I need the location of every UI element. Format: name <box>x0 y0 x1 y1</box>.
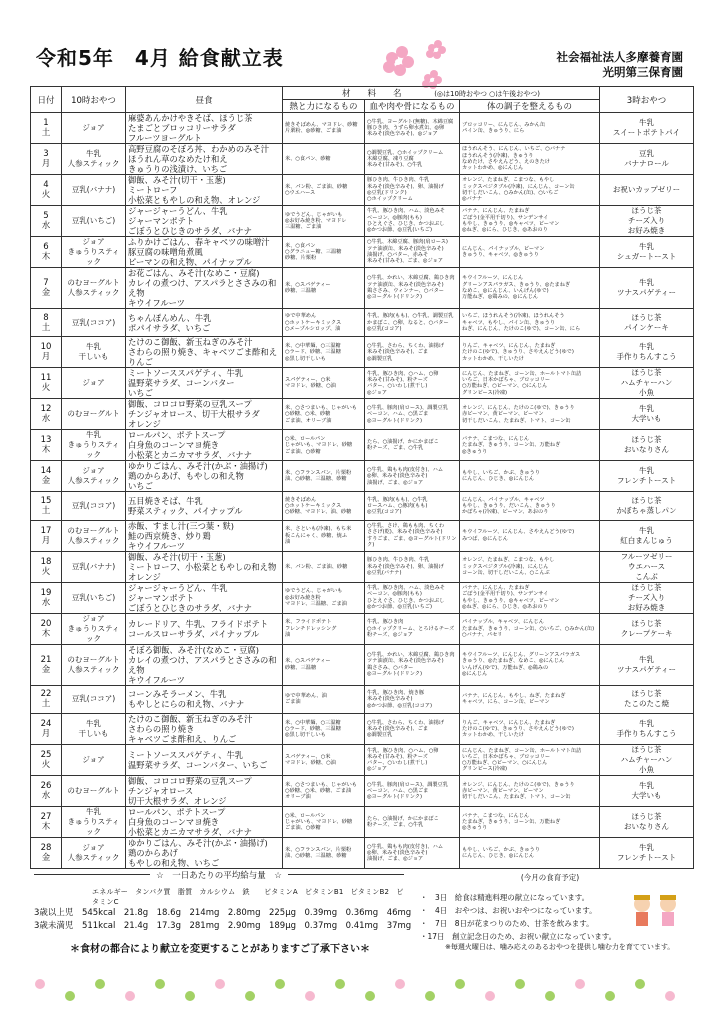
day-number: 3 <box>43 149 49 159</box>
nutrition-box <box>34 871 412 933</box>
menu-row <box>31 714 694 745</box>
menu-row <box>31 337 694 368</box>
decor-dot <box>185 991 195 1001</box>
day-number: 5 <box>43 211 49 221</box>
green-food-cell: オレンジ、にんじん、たけのこ(ゆで)、きゅうり 赤ピーマン、黄ピーマン、ピーマン 切干しだいこん、たまねぎ、トマト、コーン缶 <box>460 776 600 807</box>
menu-table <box>30 86 694 869</box>
pm-snack-cell: ほうじ茶 チーズ入り お好み焼き <box>600 206 694 237</box>
yellow-food-cell: 牛乳、豚ひき肉、○ハム、○卵 米みそ(甘みそ)、粉チーズ バター、○いわし(煮干し) ◎ジョア <box>365 745 460 776</box>
lunch-cell: ちゃんぽんめん、牛乳 ポパイサラダ、いちご <box>126 309 283 337</box>
day-number: 4 <box>43 180 49 190</box>
menu-row <box>31 613 694 644</box>
decor-dot <box>455 979 465 989</box>
day-number: 1 <box>43 118 49 128</box>
green-food-cell: オレンジ、たまねぎ、こまつな、もやし ミックスベジタブル(冷凍)、にんじん コーン缶、切干しだいこん、○こんぶ <box>460 551 600 582</box>
green-food-cell: にんじん、たまねぎ、コーン缶、ホールトマト缶詰 いちご、日本かぼちゃ、ブロッコリー ○万能ねぎ、○ピーマン、○にんじん グリンピース(冷凍) <box>460 745 600 776</box>
date-cell <box>31 237 62 268</box>
org-line-1: 社会福祉法人多摩養育園 <box>556 50 683 64</box>
day-number: 10 <box>40 342 52 353</box>
decor-dot <box>545 991 555 1001</box>
decor-dot <box>635 979 645 989</box>
pm-snack-cell: ほうじ茶 ハムチャーハン 小魚 <box>600 368 694 399</box>
day-number: 28 <box>40 843 52 854</box>
weekday: 木 <box>41 252 51 262</box>
day-number: 27 <box>40 812 52 823</box>
green-food-cell: いちご、ほうれんそう(冷凍)、ほうれんそう キャベツ、もやし、パイン缶、きゅうり ねぎ、にんじん、たけのこ(ゆで)、コーン缶、にら <box>460 309 600 337</box>
nutrition-title: ☆ 一日あたりの平均給与量 ☆ <box>34 874 404 887</box>
menu-row <box>31 368 694 399</box>
green-food-cell: バナナ、こまつな、にんじん たまねぎ、きゅうり、コーン缶、万能ねぎ ◎きゅうり <box>460 807 600 838</box>
pm-snack-cell: 豆乳 バナナロール <box>600 144 694 175</box>
date-cell <box>31 206 62 237</box>
red-food-cell: 米、さといも(冷凍)、もち米 板こんにゃく、砂糖、焼ふ 油 <box>283 520 365 551</box>
menu-row <box>31 461 694 492</box>
red-food-cell: ○米、ロールパン じゃがいも、マヨドレ、砂糖 ごま油、○砂糖 <box>283 807 365 838</box>
am-snack-cell: 牛乳 干しいも <box>62 714 126 745</box>
yellow-food-cell: ○牛乳、ヨーグルト(無糖)、木綿豆腐 豚ひき肉、うずら卵水煮缶、◎卵 米みそ(淡色辛みそ)、◎ジョア <box>365 113 460 144</box>
date-cell <box>31 644 62 685</box>
pm-snack-cell: 牛乳 シュガートースト <box>600 237 694 268</box>
pm-snack-cell: お祝いカップゼリー <box>600 175 694 206</box>
date-cell <box>31 807 62 838</box>
am-snack-cell: ジョア <box>62 113 126 144</box>
am-snack-cell: ジョア きゅうりスティック <box>62 237 126 268</box>
lunch-cell: 赤飯、すまし汁(三つ葉・麩) 鮭の西京焼き、炒り鶏 キウイフルーツ <box>126 520 283 551</box>
yellow-food-cell: ○牛乳、さけ、鶏もも肉、ちくわ ささげ(乾)、米みそ(淡色辛みそ) すりごま、ごま、◎ヨーグルト(ドリンク) <box>365 520 460 551</box>
pm-snack-cell: ほうじ茶 ハムチャーハン 小魚 <box>600 745 694 776</box>
events-header: (今月の食育予定) <box>520 873 580 882</box>
pm-snack-cell: ほうじ茶 おいなりさん <box>600 430 694 461</box>
weekday: 木 <box>41 822 51 833</box>
menu-row <box>31 776 694 807</box>
red-food-cell: ○米、ロールパン じゃがいも、マヨドレ、砂糖 ごま油、○砂糖 <box>283 430 365 461</box>
red-food-cell: 米、○フランスパン、片栗粉 油、○砂糖、三温糖、砂糖 <box>283 838 365 869</box>
org-line-2: 光明第三保育園 <box>602 65 683 79</box>
yellow-food-cell: ○牛乳、かれい、木綿豆腐、鶏ひき肉 ツナ油漬缶、米みそ(淡色辛みそ) 鶏ささみ、○バター ◎ヨーグルト(ドリンク) <box>365 644 460 685</box>
date-cell <box>31 430 62 461</box>
am-snack-cell: 豆乳(ココア) <box>62 685 126 713</box>
pm-snack-cell: 牛乳 手作りちんすこう <box>600 714 694 745</box>
yellow-food-cell: ○牛乳、豚肉(肩ロース)、調製豆乳 ベーコン、ハム、○黒ごま ◎ヨーグルト(ドリンク) <box>365 399 460 430</box>
red-food-cell: スパゲティー、○米 マヨドレ、砂糖、○油 <box>283 745 365 776</box>
date-cell <box>31 368 62 399</box>
day-number: 7 <box>43 278 49 288</box>
weekday: 水 <box>41 221 51 231</box>
menu-row <box>31 206 694 237</box>
weekday: 水 <box>41 597 51 608</box>
date-cell <box>31 613 62 644</box>
pm-snack-cell: 牛乳 手作りちんすこう <box>600 337 694 368</box>
day-number: 24 <box>40 719 52 730</box>
lunch-cell: ジャージャーうどん、牛乳 ジャーマンポテト ごぼうとひじきのサラダ、バナナ <box>126 206 283 237</box>
day-number: 21 <box>40 654 52 665</box>
pm-snack-cell: 牛乳 ツナスパゲティー <box>600 644 694 685</box>
green-food-cell: りんご、キャベツ、にんじん、たまねぎ たけのこ(ゆで)、きゅうり、さやえんどう(ゆで) カットわかめ、干しいたけ <box>460 337 600 368</box>
lunch-cell: 御飯、みそ汁(切干・玉葱) ミートローフ 小松菜ともやしの和え物、オレンジ <box>126 175 283 206</box>
red-food-cell: 米、○スパゲティー 砂糖、三温糖 <box>283 268 365 309</box>
menu-row <box>31 144 694 175</box>
red-food-cell: ゆで中華めん、油 ごま油 <box>283 685 365 713</box>
weekday: 月 <box>41 729 51 740</box>
children-illustration-icon <box>628 892 684 932</box>
weekday: 月 <box>41 159 51 169</box>
decor-dot <box>665 991 675 1001</box>
menu-row <box>31 520 694 551</box>
yellow-food-cell: ○牛乳、鶏もも肉(皮付き)、ハム ◎卵、米みそ(淡色辛みそ) 油揚げ、ごま、◎ジョア <box>365 461 460 492</box>
pm-snack-cell: ほうじ茶 たこのたこ焼 <box>600 685 694 713</box>
menu-row <box>31 745 694 776</box>
am-snack-cell: のむヨーグルト <box>62 776 126 807</box>
am-snack-cell: ジョア 人参スティック <box>62 461 126 492</box>
green-food-cell: オレンジ、にんじん、たけのこ(ゆで)、きゅうり 赤ピーマン、黄ピーマン、ピーマン 切干しだいこん、たまねぎ、トマト、コーン缶 <box>460 399 600 430</box>
event-item: ・ 3日 給食は精進料理の献立になっています。 <box>420 893 590 902</box>
green-food-cell: にんじん、パイナップル、ピーマン きゅうり、キャベツ、◎きゅうり <box>460 237 600 268</box>
yellow-food-cell: たら、○油揚げ、かにかまぼこ 粉チーズ、ごま、○牛乳 <box>365 430 460 461</box>
menu-row <box>31 492 694 520</box>
lunch-cell: ロールパン、ポテトスープ 白身魚のコーンマヨ焼き 小松菜とカニカマサラダ、バナナ <box>126 430 283 461</box>
change-notice: ＊食材の都合により献立を変更することがありますご了承下さい＊ <box>70 944 370 955</box>
day-number: 6 <box>43 242 49 252</box>
lunch-cell: 高野豆腐のそぼろ丼、わかめのみそ汁 ほうれん草のなめたけ和え きゅうりの浅漬け、いちご <box>126 144 283 175</box>
date-cell <box>31 745 62 776</box>
col-date: 日付 <box>31 87 62 113</box>
decor-dot <box>95 979 105 989</box>
red-food-cell: 米、○中華麺、○三温糖 ○ラード、砂糖、三温糖 ◎黒し切干しいも <box>283 714 365 745</box>
menu-row <box>31 268 694 309</box>
yellow-food-cell: ○調製豆乳、○ホイップクリーム 木綿豆腐、凍り豆腐 米みそ(甘みそ)、○牛乳 <box>365 144 460 175</box>
red-food-cell: 米、パン粉、ごま油、砂糖 <box>283 551 365 582</box>
pm-snack-cell: 牛乳 大学いも <box>600 399 694 430</box>
organization-name <box>557 50 684 80</box>
pm-snack-cell: 牛乳 フレンチトースト <box>600 838 694 869</box>
am-snack-cell: のむヨーグルト <box>62 399 126 430</box>
date-cell <box>31 113 62 144</box>
decor-dot <box>275 979 285 989</box>
date-cell <box>31 685 62 713</box>
menu-row <box>31 807 694 838</box>
col-red: 熱と力になるもの <box>283 100 365 113</box>
am-snack-cell: 豆乳(バナナ) <box>62 551 126 582</box>
date-cell <box>31 144 62 175</box>
green-food-cell: もやし、いちご、かぶ、きゅうり にんじん、ひじき、◎にんじん <box>460 838 600 869</box>
green-food-cell: もやし、いちご、かぶ、きゅうり にんじん、ひじき、◎にんじん <box>460 461 600 492</box>
lunch-cell: ゆかりごはん、みそ汁(かぶ・油揚げ) 鶏のからあげ もやしの和え物、いちご <box>126 838 283 869</box>
date-cell <box>31 582 62 613</box>
pm-snack-cell: 牛乳 スイートポテトパイ <box>600 113 694 144</box>
day-number: 14 <box>40 466 52 477</box>
page-title: 令和5年 4月 給食献立表 <box>36 46 284 70</box>
yellow-food-cell: たら、○油揚げ、かにかまぼこ 粉チーズ、ごま、○牛乳 <box>365 807 460 838</box>
pm-snack-cell: 牛乳 ツナスパゲティー <box>600 268 694 309</box>
col-pm-snack: 3時おやつ <box>600 87 694 113</box>
col-lunch: 昼食 <box>126 87 283 113</box>
decor-dot <box>485 991 495 1001</box>
am-snack-cell: ジョア きゅうりスティック <box>62 613 126 644</box>
weekday: 木 <box>41 445 51 456</box>
am-snack-cell: 豆乳(いちご) <box>62 206 126 237</box>
decor-dot <box>605 991 615 1001</box>
day-number: 18 <box>40 556 52 567</box>
pm-snack-cell: ほうじ茶 パインケーキ <box>600 309 694 337</box>
date-cell <box>31 776 62 807</box>
lunch-cell: 御飯、コロコロ野菜の豆乳スープ チンジャオロース 切干大根サラダ、オレンジ <box>126 776 283 807</box>
lunch-cell: たけのこ御飯、新玉ねぎのみそ汁 さわらの照り焼き、キャベツごま酢和え りんご <box>126 337 283 368</box>
decor-dot <box>245 991 255 1001</box>
am-snack-cell: 牛乳 きゅうりスティック <box>62 430 126 461</box>
col-ingredients <box>283 87 600 100</box>
red-food-cell: 米、フライドポテト フレンチドレッシング 油 <box>283 613 365 644</box>
pm-snack-cell: ほうじ茶 クレープケーキ <box>600 613 694 644</box>
lunch-cell: ふりかけごはん、春キャベツの味噌汁 豚豆腐の味噌角煮風 ピーマンの和え物、パイナップル <box>126 237 283 268</box>
day-number: 12 <box>40 404 52 415</box>
day-number: 11 <box>40 373 52 384</box>
yellow-food-cell: ○牛乳、豚肉(肩ロース)、調製豆乳 ベーコン、ハム、○黒ごま ◎ヨーグルト(ドリンク) <box>365 776 460 807</box>
lunch-cell: ミートソーススパゲティ、牛乳 温野菜サラダ、コーンバター、いちご <box>126 745 283 776</box>
menu-row <box>31 113 694 144</box>
green-food-cell: パイナップル、キャベツ、にんじん たまねぎ、きゅうり、コーン缶、○いちご、○みかん(缶) ○バナナ、パセリ <box>460 613 600 644</box>
am-snack-cell: 豆乳(いちご) <box>62 582 126 613</box>
weekday: 金 <box>41 476 51 487</box>
day-number: 8 <box>43 312 49 323</box>
green-food-cell: りんご、キャベツ、にんじん、たまねぎ たけのこ(ゆで)、きゅうり、さやえんどう(ゆで) カットわかめ、干しいたけ <box>460 714 600 745</box>
decor-dot <box>365 991 375 1001</box>
date-cell <box>31 309 62 337</box>
yellow-food-cell: 牛乳、豚ひき肉、焼き豚 米みそ(淡色辛みそ) ◎かつお節、◎豆乳(ココア) <box>365 685 460 713</box>
lunch-cell: コーンみそラーメン、牛乳 もやしとにらの和え物、バナナ <box>126 685 283 713</box>
lunch-cell: 五目焼きそば、牛乳 野菜スティック、パイナップル <box>126 492 283 520</box>
pm-snack-cell: ほうじ茶 おいなりさん <box>600 807 694 838</box>
menu-row <box>31 551 694 582</box>
lunch-cell: ゆかりごはん、みそ汁(かぶ・油揚げ) 鶏のからあげ、もやしの和え物 いちご <box>126 461 283 492</box>
weekday: 土 <box>41 322 51 333</box>
lunch-cell: 御飯、みそ汁(切干・玉葱) ミートローフ、小松菜ともやしの和え物 オレンジ <box>126 551 283 582</box>
red-food-cell: 焼きそばめん ○ホットケーキミックス ○砂糖、マヨドレ、油、砂糖 <box>283 492 365 520</box>
green-food-cell: オレンジ、たまねぎ、こまつな、もやし ミックスベジタブル(冷凍)、にんじん、コーン缶 切干しだいこん、○みかん(缶)、○いちご ◎バナナ <box>460 175 600 206</box>
yellow-food-cell: ○牛乳、さわら、ちくわ、油揚げ 米みそ(淡色辛みそ)、ごま ◎調製豆乳 <box>365 714 460 745</box>
decor-dot <box>425 991 435 1001</box>
am-snack-cell: 牛乳 きゅうりスティック <box>62 807 126 838</box>
red-food-cell: ゆでうどん、じゃがいも ◎お好み焼き粉 マヨドレ、三温糖、ごま油 <box>283 582 365 613</box>
menu-row <box>31 685 694 713</box>
yellow-food-cell: ○牛乳、鶏もも肉(皮付き)、ハム ◎卵、米みそ(淡色辛みそ) 油揚げ、ごま、◎ジョア <box>365 838 460 869</box>
date-cell <box>31 337 62 368</box>
date-cell <box>31 520 62 551</box>
pm-snack-cell: フルーツゼリー ウエハース こんぶ <box>600 551 694 582</box>
weekday: 土 <box>41 128 51 138</box>
nutrition-columns: エネルギー タンパク質 脂質 カルシウム 鉄 ビタミンA ビタミンB1 ビタミンB2 ビタミンC <box>92 888 404 906</box>
day-number: 13 <box>40 435 52 446</box>
decor-dot <box>35 979 45 989</box>
day-number: 25 <box>40 750 52 761</box>
am-snack-cell: 牛乳 人参スティック <box>62 144 126 175</box>
date-cell <box>31 175 62 206</box>
pm-snack-cell: ほうじ茶 かぼちゃ蒸しパン <box>600 492 694 520</box>
weekday: 月 <box>41 535 51 546</box>
menu-row <box>31 309 694 337</box>
lunch-cell: ジャージャーうどん、牛乳 ジャーマンポテト ごぼうとひじきのサラダ、バナナ <box>126 582 283 613</box>
am-snack-cell: 豆乳(ココア) <box>62 492 126 520</box>
decor-dot <box>125 991 135 1001</box>
weekday: 土 <box>41 506 51 517</box>
am-snack-cell: のむヨーグルト 人参スティック <box>62 644 126 685</box>
weekday: 水 <box>41 791 51 802</box>
green-food-cell: にんじん、パイナップル、キャベツ もやし、きゅうり、だいこん、きゅうり かぼちゃ(冷凍)、ピーマン、あおのり <box>460 492 600 520</box>
red-food-cell: ゆで中華めん ○ホットケーキミックス ○メープルシロップ、油 <box>283 309 365 337</box>
green-food-cell: バナナ、にんじん、たまねぎ ごぼう(金平用千切り)、サンデンサイ もやし、きゅうり、◎キャベツ、ピーマン ◎ねぎ、◎にら、ひじき、◎あおのり <box>460 206 600 237</box>
am-snack-cell: 牛乳 干しいも <box>62 337 126 368</box>
weekday: 金 <box>41 853 51 864</box>
red-food-cell: 米、パン粉、ごま油、砂糖 ○ウエハース <box>283 175 365 206</box>
yellow-food-cell: 牛乳、豚ひき肉、○ハム、○卵 米みそ(甘みそ)、粉チーズ バター、○いわし(煮干し) ◎ジョア <box>365 368 460 399</box>
col-yellow: 血や肉や骨になるもの <box>365 100 460 113</box>
date-cell <box>31 551 62 582</box>
menu-row <box>31 838 694 869</box>
menu-row <box>31 582 694 613</box>
am-snack-cell: ジョア 人参スティック <box>62 838 126 869</box>
am-snack-cell: ジョア <box>62 368 126 399</box>
chewing-notice: ※毎週火曜日は、噛み応えのあるおやつを提供し噛む力を育てています。 <box>445 943 675 951</box>
green-food-cell: バナナ、こまつな、にんじん たまねぎ、きゅうり、コーン缶、万能ねぎ ◎きゅうり <box>460 430 600 461</box>
decor-dot <box>575 979 585 989</box>
weekday: 土 <box>41 699 51 710</box>
yellow-food-cell: 牛乳、豚肉(もも)、○牛乳 ロースハム、○豚肉(もも) ◎豆乳(ココア) <box>365 492 460 520</box>
day-number: 22 <box>40 689 52 700</box>
weekday: 金 <box>41 288 51 298</box>
red-food-cell: 米、○さつまいも、じゃがいも ○砂糖、○米、砂糖、ごま油 オリーブ油 <box>283 776 365 807</box>
yellow-food-cell: ○牛乳、木綿豆腐、豚肉(肩ロース) ツナ油漬缶、米みそ(淡色辛みそ) 油揚げ、○バター、赤みそ 米みそ(甘みそ)、ごま、◎ジョア <box>365 237 460 268</box>
lunch-cell: ロールパン、ポテトスープ 白身魚のコーンマヨ焼き 小松菜とカニカマサラダ、バナナ <box>126 807 283 838</box>
am-snack-cell: 豆乳(ココア) <box>62 309 126 337</box>
menu-row <box>31 175 694 206</box>
lunch-cell: 御飯、コロコロ野菜の豆乳スープ チンジャオロース、切干大根サラダ オレンジ <box>126 399 283 430</box>
menu-row <box>31 237 694 268</box>
weekday: 火 <box>41 190 51 200</box>
nutrition-row-under3: 3歳未満児 511kcal 21.4g 17.3g 281mg 2.90mg 189μg 0.37mg 0.41mg 37mg <box>34 921 412 931</box>
weekday: 火 <box>41 760 51 771</box>
pm-snack-cell: 牛乳 大学いも <box>600 776 694 807</box>
date-cell <box>31 268 62 309</box>
lunch-cell: そぼろ御飯、みそ汁(なめこ・豆腐) カレイの煮つけ、アスパラとささみの和え物 キウイフルーツ <box>126 644 283 685</box>
event-item: ・ 4日 おやつは、お祝いおやつになっています。 <box>420 906 597 915</box>
red-food-cell: 米、○フランスパン、片栗粉 油、○砂糖、三温糖、砂糖 <box>283 461 365 492</box>
red-food-cell: 米、○さつまいも、じゃがいも ○砂糖、○米、砂糖 ごま油、オリーブ油 <box>283 399 365 430</box>
lunch-cell: ミートソーススパゲティ、牛乳 温野菜サラダ、コーンバター いちご <box>126 368 283 399</box>
am-snack-cell: のむヨーグルト 人参スティック <box>62 268 126 309</box>
lunch-cell: たけのこ御飯、新玉ねぎのみそ汁 さわらの照り焼き キャベツごま酢和え、りんご <box>126 714 283 745</box>
green-food-cell: キウイフルーツ、にんじん グリーンアスパラガス、きゅうり、◎たまねぎ なめこ、◎にんじん、いんげん(ゆで) 万能ねぎ、◎鶏みの、◎にんじん <box>460 268 600 309</box>
lunch-cell: カレードリア、牛乳、フライドポテト コールスローサラダ、パイナップル <box>126 613 283 644</box>
red-food-cell: 米、○中華麺、○三温糖 ○ラード、砂糖、三温糖 ◎黒し切干しいも <box>283 337 365 368</box>
green-food-cell: にんじん、たまねぎ、コーン缶、ホールトマト缶詰 いちご、日本かぼちゃ、ブロッコリー ○万能ねぎ、○ピーマン、○にんじん グリンピース(冷凍) <box>460 368 600 399</box>
green-food-cell: ブロッコリー、にんじん、みかん缶 パイン缶、きゅうり、にら <box>460 113 600 144</box>
decor-dot <box>65 991 75 1001</box>
am-snack-cell: 豆乳(バナナ) <box>62 175 126 206</box>
red-food-cell: 米、○スパゲティー 砂糖、三温糖 <box>283 644 365 685</box>
decor-dot <box>155 979 165 989</box>
day-number: 19 <box>40 587 52 598</box>
green-food-cell: バナナ、にんじん、もやし、ねぎ、たまねぎ キャベツ、にら、コーン缶、ピーマン <box>460 685 600 713</box>
yellow-food-cell: ○牛乳、さわら、ちくわ、油揚げ 米みそ(淡色辛みそ)、ごま ◎調製豆乳 <box>365 337 460 368</box>
weekday: 月 <box>41 352 51 363</box>
pm-snack-cell: 牛乳 紅白まんじゅう <box>600 520 694 551</box>
weekday: 火 <box>41 566 51 577</box>
green-food-cell: バナナ、にんじん、たまねぎ ごぼう(金平用千切り)、サンデンサイ もやし、きゅうり、◎キャベツ、ピーマン ◎ねぎ、◎にら、ひじき、◎あおのり <box>460 582 600 613</box>
yellow-food-cell: 牛乳、豚ひき肉 ○ホイップクリーム、とろけるチーズ 粉チーズ、◎ジョア <box>365 613 460 644</box>
am-snack-cell: のむヨーグルト 人参スティック <box>62 520 126 551</box>
menu-row <box>31 430 694 461</box>
nutrition-row-over3: 3歳以上児 545kcal 21.8g 18.6g 214mg 2.80mg 225μg 0.39mg 0.36mg 46mg <box>34 908 412 918</box>
day-number: 17 <box>40 525 52 536</box>
lunch-cell: お花ごはん、みそ汁(なめこ・豆腐) カレイの煮つけ、アスパラとささみの和え物 キウイフルーツ <box>126 268 283 309</box>
red-food-cell: ゆでうどん、じゃがいも ◎お好み焼き粉、マヨドレ 三温糖、ごま油 <box>283 206 365 237</box>
yellow-food-cell: 豚ひき肉、牛ひき肉、牛乳 米みそ(淡色辛みそ)、卵、油揚げ ◎豆乳(バナナ) <box>365 551 460 582</box>
col-am-snack: 10時おやつ <box>62 87 126 113</box>
pm-snack-cell: 牛乳 フレンチトースト <box>600 461 694 492</box>
date-cell <box>31 714 62 745</box>
menu-row <box>31 644 694 685</box>
red-food-cell: 焼きそばめん、マヨドレ、砂糖 片栗粉、◎砂糖、ごま油 <box>283 113 365 144</box>
decor-dot <box>305 991 315 1001</box>
decor-dot <box>515 979 525 989</box>
yellow-food-cell: 牛乳、豚肉(もも)、○牛乳、調製豆乳 かまぼこ、○卵、なると、○バター ◎豆乳(ココア) <box>365 309 460 337</box>
weekday: 金 <box>41 664 51 675</box>
weekday: 水 <box>41 414 51 425</box>
green-food-cell: キウイフルーツ、にんじん、さやえんどう(ゆで) みつば、◎にんじん <box>460 520 600 551</box>
decor-dot <box>215 979 225 989</box>
day-number: 15 <box>40 496 52 507</box>
lunch-cell: 麻婆あんかけやきそば、ほうじ茶 たまごとブロッコリーサラダ フルーツヨーグルト <box>126 113 283 144</box>
red-food-cell: スパゲティー、○米 マヨドレ、砂糖、○油 <box>283 368 365 399</box>
col-green: 体の調子を整えるもの <box>460 100 600 113</box>
weekday: 火 <box>41 383 51 394</box>
red-food-cell: 米、○食パン、砂糖 <box>283 144 365 175</box>
date-cell <box>31 838 62 869</box>
am-snack-cell: ジョア <box>62 745 126 776</box>
date-cell <box>31 461 62 492</box>
date-cell <box>31 492 62 520</box>
day-number: 26 <box>40 781 52 792</box>
menu-row <box>31 399 694 430</box>
green-food-cell: キウイフルーツ、にんじん、グリーンアスパラガス きゅうり、◎たまねぎ、なめこ、◎にんじん いんげん(ゆで)、万能ねぎ、◎鶏みの ◎にんじん <box>460 644 600 685</box>
date-cell <box>31 399 62 430</box>
ingredients-label: 材 料 名 <box>341 89 402 99</box>
flower-border-icon <box>30 962 693 1014</box>
pm-snack-cell: ほうじ茶 チーズ入り お好み焼き <box>600 582 694 613</box>
yellow-food-cell: 豚ひき肉、牛ひき肉、牛乳 米みそ(淡色辛みそ)、卵、油揚げ ◎豆乳(ドリンク) ○ホイップクリーム <box>365 175 460 206</box>
event-item: ・ 7日 8日が花まつりのため、甘茶を飲みます。 <box>420 919 594 928</box>
ingredients-note: (◎は10時おやつ ○は午後おやつ) <box>434 90 541 98</box>
weekday: 木 <box>41 628 51 639</box>
decor-dot <box>335 979 345 989</box>
decor-dot <box>395 979 405 989</box>
red-food-cell: 米、○食パン ○グラニュー糖、三温糖 砂糖、片栗粉 <box>283 237 365 268</box>
yellow-food-cell: 牛乳、豚ひき肉、ハム、淡色みそ ベーコン、◎豚肉(もも) ひとえぐさ、ひじき、かつおぶし ◎かつお節、◎豆乳(いちご) <box>365 582 460 613</box>
yellow-food-cell: ○牛乳、かれい、木綿豆腐、鶏ひき肉 ツナ油漬缶、米みそ(淡色辛みそ) 鶏ささみ、ウィンナー、○バター ◎ヨーグルト(ドリンク) <box>365 268 460 309</box>
green-food-cell: ほうれんそう、にんじん、いちご、○バナナ ほうれんそう(冷凍)、きゅうり なめたけ、さやえんどう、えのきたけ カットわかめ、◎にんじん <box>460 144 600 175</box>
event-item: ・17日 創立記念日のため、お祝い献立になっています。 <box>420 932 617 941</box>
day-number: 20 <box>40 618 52 629</box>
yellow-food-cell: 牛乳、豚ひき肉、ハム、淡色みそ ベーコン、◎豚肉(もも) ひとえぐさ、ひじき、かつおぶし ◎かつお節、◎豆乳(いちご) <box>365 206 460 237</box>
